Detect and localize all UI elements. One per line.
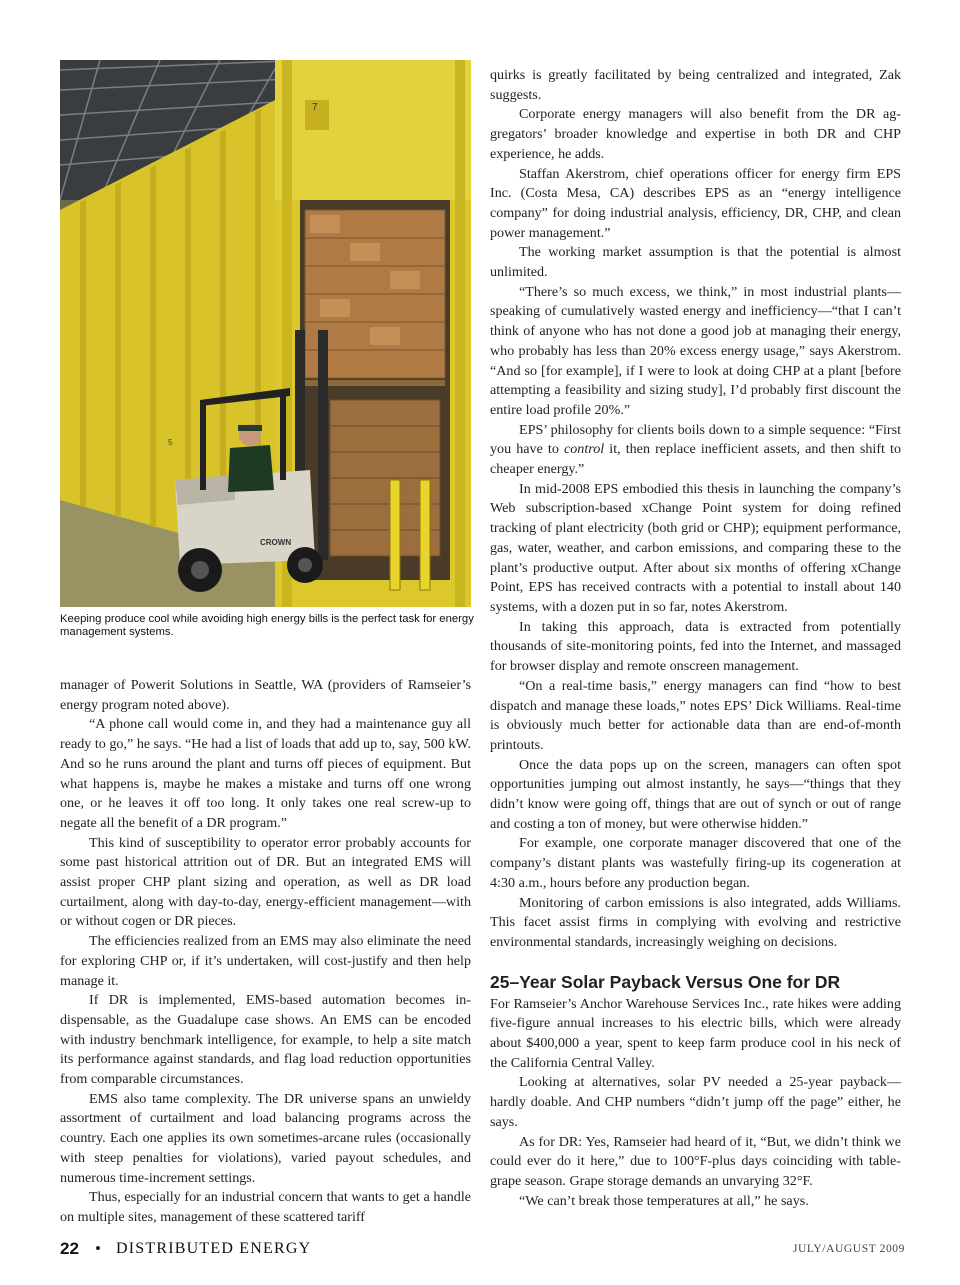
- body-paragraph: If DR is implemented, EMS-based automation becomes indispensable, as the Guadalupe case shows. An EMS can be encoded with industry benchmark intelligence, for example, to help a site match its performance against standards, and flag load reduction opportunities from comparable circumstances.: [60, 992, 471, 1088]
- body-paragraph: Monitoring of carbon emissions is also integrated, adds Williams. This facet assist firms in complying with evolving and restrictive environmental standards, increasingly weighing on decisions.: [490, 894, 901, 950]
- body-paragraph: Corporate energy managers will also benefit from the DR aggregators’ broader knowledge and expertise in both DR and CHP experience, he adds.: [490, 106, 901, 162]
- publication-name: DISTRIBUTED ENERGY: [116, 1240, 312, 1257]
- body-paragraph: The working market assumption is that the potential is almost unlimited.: [490, 244, 901, 281]
- body-paragraph: EPS’ philosophy for clients boils down to a simple sequence: “First you have to control it, then replace inefficient assets, and then shift to cheaper energy.”: [490, 421, 901, 478]
- photo-caption: Keeping produce cool while avoiding high energy bills is the perfect task for energy management systems.: [60, 613, 474, 638]
- body-paragraph: “On a real-time basis,” energy managers can find “how to best dispatch and manage these loads,” notes EPS’ Dick Williams. Real-time is obviously much better for actionable data than are end-of-month printouts.: [490, 677, 901, 753]
- page-footer: [60, 1239, 905, 1263]
- section-heading: 25–Year Solar Payback Versus One for DR: [490, 971, 841, 992]
- door-number-top: 7: [312, 102, 318, 113]
- door-number-low: 5: [168, 438, 173, 447]
- page-number: 22: [60, 1239, 79, 1258]
- article-photo: [60, 60, 471, 607]
- body-paragraph: EMS also tame complexity. The DR universe spans an unwieldy assortment of curtailment and load balancing programs across the country. Each one applies its own sometimes-arcane rules (occasionally with steep penalties for violations), varied payout schedules, and numerous time-increment settings.: [60, 1090, 471, 1186]
- body-paragraph: In taking this approach, data is extracted from potentially thousands of site-monitoring points, fed into the Internet, and massaged for browser display and remote onscreen management.: [490, 618, 901, 675]
- warehouse-forklift-photo: [60, 60, 471, 607]
- body-paragraph: In mid-2008 EPS embodied this thesis in launching the company’s Web subscription-based xChange Point system for doing refined tracking of plant electricity (both grid or CHP); equipment performance, gas, water, weather, and carbon emissions, and comparing these to the plant’s productive output. After about six months of offering xChange Point, EPS has received contracts with a potential to install about 140 systems, with a dozen put in so far, notes Akerstrom.: [490, 480, 901, 615]
- forklift-brand-label: CROWN: [260, 538, 292, 547]
- body-paragraph: Looking at alternatives, solar PV needed a 25-year payback—hardly doable. And CHP numbers “didn’t jump off the page” either, he says.: [490, 1074, 901, 1130]
- body-paragraph: As for DR: Yes, Ramseier had heard of it, “But, we didn’t think we could ever do it here,” due to 100°F-plus days coinciding with table-grape season. Grape storage demands an unvarying 32°F.: [490, 1133, 901, 1189]
- footer-bullet: •: [95, 1239, 101, 1258]
- left-column: [60, 676, 471, 1228]
- right-column: [490, 66, 901, 1211]
- body-paragraph: For Ramseier’s Anchor Warehouse Services Inc., rate hikes were adding five-figure annual increases to his electric bills, which were already about $400,000 a year, spent to keep farm produce cool in his neck of the California Central Valley.: [490, 995, 901, 1071]
- body-paragraph: Staffan Akerstrom, chief operations officer for energy firm EPS Inc. (Costa Mesa, CA) describes EPS as an “energy intelligence company” for doing industrial analysis, efficiency, DR, CHP, and clean power management.”: [490, 165, 901, 241]
- body-paragraph: For example, one corporate manager discovered that one of the company’s distant plants was wastefully firing-up its cogeneration at 4:30 a.m., hours before any production began.: [490, 835, 901, 891]
- body-paragraph: “A phone call would come in, and they had a maintenance guy all ready to go,” he says. “He had a list of loads that add up to, say, 500 kW. And so he runs around the plant and turns off pieces of equipment. But what happens is, maybe he makes a mistake and turns off one wrong one, or he leaves it off too long. It only takes one real screw-up to negate all the benefit of a DR program.”: [60, 716, 471, 831]
- body-paragraph: quirks is greatly facilitated by being centralized and integrated, Zak suggests.: [490, 67, 901, 103]
- body-paragraph: “There’s so much excess, we think,” in most industrial plants—speaking of cumulatively wasted energy and inefficiency—“that I can’t think of anyone who has not done a good job at managing their energy, who probably has less than 20% excess energy usage,” says Akerstrom. “And so [for example], if I were to look at doing CHP at a plant [before attempting a feasibility and sizing study], I’d probably first discount the entire load profile 20%.”: [490, 283, 901, 418]
- body-paragraph: The efficiencies realized from an EMS may also eliminate the need for exploring CHP or, if it’s undertaken, will cost-justify and then help manage it.: [60, 933, 471, 989]
- issue-date: JULY/AUGUST 2009: [792, 1243, 905, 1255]
- body-paragraph: manager of Powerit Solutions in Seattle, WA (providers of Ramseier’s energy program noted above).: [60, 677, 471, 713]
- body-paragraph: “We can’t break those temperatures at all,” he says.: [519, 1192, 809, 1209]
- body-paragraph: This kind of susceptibility to operator error probably accounts for some past historical attrition out of DR. But an integrated EMS will assist proper CHP plant sizing and operation, as well as DR load curtailment, along with day-to-day, energy-efficient management—with or without cogen or DR pieces.: [60, 834, 471, 930]
- body-paragraph: Once the data pops up on the screen, managers can often spot opportunities jumping out almost instantly, he says—“things that they didn’t know were going off, things that are out of synch or out of range and costing a ton of money, but were otherwise hidden.”: [490, 756, 901, 832]
- body-paragraph: Thus, especially for an industrial concern that wants to get a handle on multiple sites, management of these scattered tariff: [60, 1189, 471, 1225]
